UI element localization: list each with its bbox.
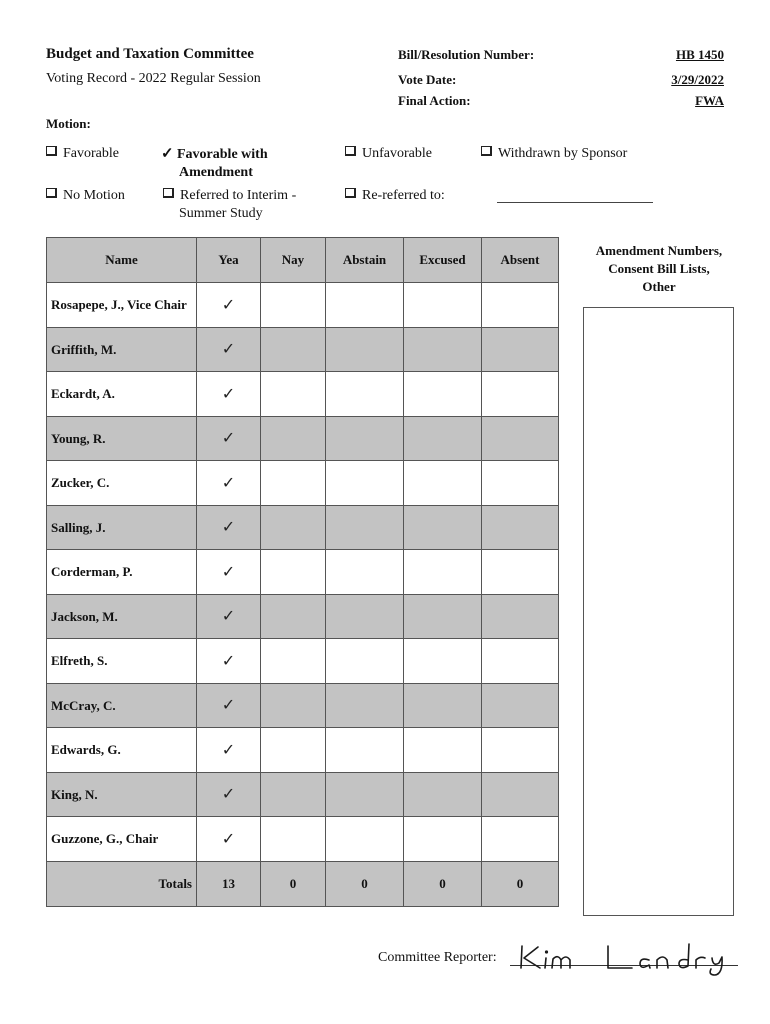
column-header-abstain: Abstain [326, 238, 404, 283]
vote-cell-nay[interactable] [261, 594, 326, 639]
column-header-excused: Excused [404, 238, 482, 283]
amendments-heading [583, 242, 735, 296]
vote-cell-abstain[interactable] [326, 283, 404, 328]
table-row [47, 639, 559, 684]
vote-cell-excused[interactable] [404, 594, 482, 639]
checkbox-icon [46, 146, 57, 156]
member-name: Eckardt, A. [47, 372, 197, 417]
amendments-heading-line-3: Other [642, 279, 676, 294]
checkmark-icon: ✓ [221, 697, 236, 715]
member-name: Guzzone, G., Chair [47, 817, 197, 862]
checkmark-icon: ✓ [221, 786, 236, 804]
vote-date-value: 3/29/2022 [671, 72, 724, 87]
checkmark-icon: ✓ [221, 830, 236, 848]
checkbox-icon [163, 188, 174, 198]
member-name: Young, R. [47, 416, 197, 461]
vote-cell-absent[interactable] [482, 372, 559, 417]
vote-cell-excused[interactable] [404, 461, 482, 506]
motion-rereferred-option[interactable] [345, 187, 445, 205]
vote-cell-abstain[interactable] [326, 550, 404, 595]
vote-cell-nay[interactable] [261, 327, 326, 372]
final-action-value: FWA [695, 93, 724, 108]
motion-favorable-label: Favorable [63, 146, 119, 161]
checkbox-icon [46, 188, 57, 198]
table-row [47, 594, 559, 639]
vote-cell-yea[interactable] [197, 283, 261, 328]
vote-cell-yea[interactable] [197, 594, 261, 639]
vote-cell-absent[interactable] [482, 817, 559, 862]
motion-unfavorable-label: Unfavorable [362, 146, 432, 161]
vote-cell-absent[interactable] [482, 772, 559, 817]
motion-favorable-option[interactable] [46, 145, 119, 163]
vote-cell-yea[interactable] [197, 772, 261, 817]
table-row [47, 416, 559, 461]
table-row [47, 283, 559, 328]
motion-withdrawn-option[interactable] [481, 145, 627, 163]
totals-row [47, 861, 559, 906]
reporter-signature [512, 938, 748, 976]
vote-cell-nay[interactable] [261, 772, 326, 817]
vote-cell-nay[interactable] [261, 550, 326, 595]
checkmark-icon: ✓ [221, 341, 236, 359]
totals-label: Totals [47, 861, 197, 906]
member-name: Zucker, C. [47, 461, 197, 506]
vote-cell-abstain[interactable] [326, 772, 404, 817]
vote-cell-yea[interactable] [197, 728, 261, 773]
vote-cell-absent[interactable] [482, 283, 559, 328]
vote-cell-absent[interactable] [482, 728, 559, 773]
checkmark-icon: ✓ [221, 385, 236, 403]
checkbox-icon [345, 188, 356, 198]
vote-cell-abstain[interactable] [326, 461, 404, 506]
vote-cell-absent[interactable] [482, 505, 559, 550]
total-nay: 0 [261, 861, 326, 906]
vote-cell-abstain[interactable] [326, 505, 404, 550]
motion-interim-label-2: Summer Study [179, 206, 263, 221]
bill-number: HB 1450 [675, 47, 724, 62]
vote-cell-excused[interactable] [404, 327, 482, 372]
amendments-heading-line-1: Amendment Numbers, [595, 243, 723, 258]
member-name: Edwards, G. [47, 728, 197, 773]
amendments-box[interactable] [583, 307, 734, 916]
column-header-name: Name [47, 238, 197, 283]
vote-cell-abstain[interactable] [326, 372, 404, 417]
final-action-label: Final Action: [398, 93, 471, 108]
vote-cell-excused[interactable] [404, 817, 482, 862]
vote-cell-absent[interactable] [482, 639, 559, 684]
motion-withdrawn-label: Withdrawn by Sponsor [498, 146, 628, 161]
member-name: Elfreth, S. [47, 639, 197, 684]
vote-cell-abstain[interactable] [326, 639, 404, 684]
voting-record-table [46, 237, 559, 907]
vote-cell-nay[interactable] [261, 817, 326, 862]
vote-cell-nay[interactable] [261, 372, 326, 417]
table-row [47, 461, 559, 506]
vote-cell-abstain[interactable] [326, 728, 404, 773]
vote-cell-yea[interactable] [197, 327, 261, 372]
vote-cell-absent[interactable] [482, 416, 559, 461]
checkmark-icon: ✓ [221, 652, 236, 670]
table-row [47, 728, 559, 773]
vote-cell-nay[interactable] [261, 639, 326, 684]
vote-cell-nay[interactable] [261, 728, 326, 773]
total-yea: 13 [197, 861, 261, 906]
vote-cell-abstain[interactable] [326, 817, 404, 862]
vote-cell-excused[interactable] [404, 283, 482, 328]
vote-cell-yea[interactable] [197, 683, 261, 728]
committee-title: Budget and Taxation Committee [46, 46, 254, 62]
checkmark-icon: ✓ [221, 741, 236, 759]
table-header-row [47, 238, 559, 283]
checkmark-icon: ✓ [161, 146, 174, 162]
motion-interim-label: Referred to Interim - [180, 188, 297, 203]
member-name: King, N. [47, 772, 197, 817]
checkmark-icon: ✓ [221, 296, 236, 314]
committee-reporter-label: Committee Reporter: [378, 950, 497, 965]
vote-cell-yea[interactable] [197, 505, 261, 550]
vote-cell-absent[interactable] [482, 550, 559, 595]
table-row [47, 327, 559, 372]
vote-cell-absent[interactable] [482, 327, 559, 372]
member-name: Corderman, P. [47, 550, 197, 595]
checkbox-icon [481, 146, 492, 156]
bill-label: Bill/Resolution Number: [398, 47, 535, 62]
vote-cell-nay[interactable] [261, 283, 326, 328]
column-header-yea: Yea [197, 238, 261, 283]
vote-date-label: Vote Date: [398, 72, 457, 87]
vote-cell-yea[interactable] [197, 817, 261, 862]
member-name: Rosapepe, J., Vice Chair [47, 283, 197, 328]
motion-label: Motion: [46, 116, 91, 131]
vote-cell-excused[interactable] [404, 772, 482, 817]
vote-cell-excused[interactable] [404, 728, 482, 773]
vote-cell-excused[interactable] [404, 639, 482, 684]
motion-favorable-amend-label-2: Amendment [179, 165, 253, 180]
vote-cell-absent[interactable] [482, 461, 559, 506]
column-header-absent: Absent [482, 238, 559, 283]
total-abstain: 0 [326, 861, 404, 906]
motion-no-motion-option[interactable] [46, 187, 125, 205]
vote-cell-absent[interactable] [482, 594, 559, 639]
vote-cell-excused[interactable] [404, 372, 482, 417]
motion-favorable-amend-option[interactable] [161, 145, 268, 182]
member-name: Salling, J. [47, 505, 197, 550]
vote-cell-excused[interactable] [404, 683, 482, 728]
vote-cell-nay[interactable] [261, 505, 326, 550]
table-row [47, 817, 559, 862]
motion-favorable-amend-label: Favorable with [177, 147, 268, 162]
checkmark-icon: ✓ [221, 474, 236, 492]
vote-cell-abstain[interactable] [326, 594, 404, 639]
table-row [47, 683, 559, 728]
checkbox-icon [345, 146, 356, 156]
column-header-nay: Nay [261, 238, 326, 283]
vote-cell-nay[interactable] [261, 416, 326, 461]
vote-cell-yea[interactable] [197, 639, 261, 684]
table-row [47, 372, 559, 417]
vote-cell-yea[interactable] [197, 416, 261, 461]
total-excused: 0 [404, 861, 482, 906]
checkmark-icon: ✓ [221, 608, 236, 626]
checkmark-icon: ✓ [221, 519, 236, 537]
amendments-heading-line-2: Consent Bill Lists, [608, 261, 710, 276]
vote-cell-abstain[interactable] [326, 683, 404, 728]
motion-rereferred-label: Re-referred to: [362, 188, 445, 203]
vote-cell-absent[interactable] [482, 683, 559, 728]
table-row [47, 772, 559, 817]
member-name: Jackson, M. [47, 594, 197, 639]
vote-cell-abstain[interactable] [326, 327, 404, 372]
vote-cell-yea[interactable] [197, 550, 261, 595]
motion-no-motion-label: No Motion [63, 188, 125, 203]
checkmark-icon: ✓ [221, 563, 236, 581]
motion-unfavorable-option[interactable] [345, 145, 432, 163]
table-row [47, 505, 559, 550]
vote-cell-excused[interactable] [404, 505, 482, 550]
member-name: Griffith, M. [47, 327, 197, 372]
vote-cell-yea[interactable] [197, 461, 261, 506]
table-row [47, 550, 559, 595]
vote-cell-abstain[interactable] [326, 416, 404, 461]
vote-cell-excused[interactable] [404, 550, 482, 595]
vote-cell-excused[interactable] [404, 416, 482, 461]
vote-cell-nay[interactable] [261, 461, 326, 506]
rereferred-blank-line[interactable] [497, 202, 653, 203]
total-absent: 0 [482, 861, 559, 906]
motion-interim-option[interactable] [163, 187, 296, 223]
session-subtitle: Voting Record - 2022 Regular Session [46, 71, 261, 86]
vote-cell-nay[interactable] [261, 683, 326, 728]
member-name: McCray, C. [47, 683, 197, 728]
vote-cell-yea[interactable] [197, 372, 261, 417]
checkmark-icon: ✓ [221, 430, 236, 448]
